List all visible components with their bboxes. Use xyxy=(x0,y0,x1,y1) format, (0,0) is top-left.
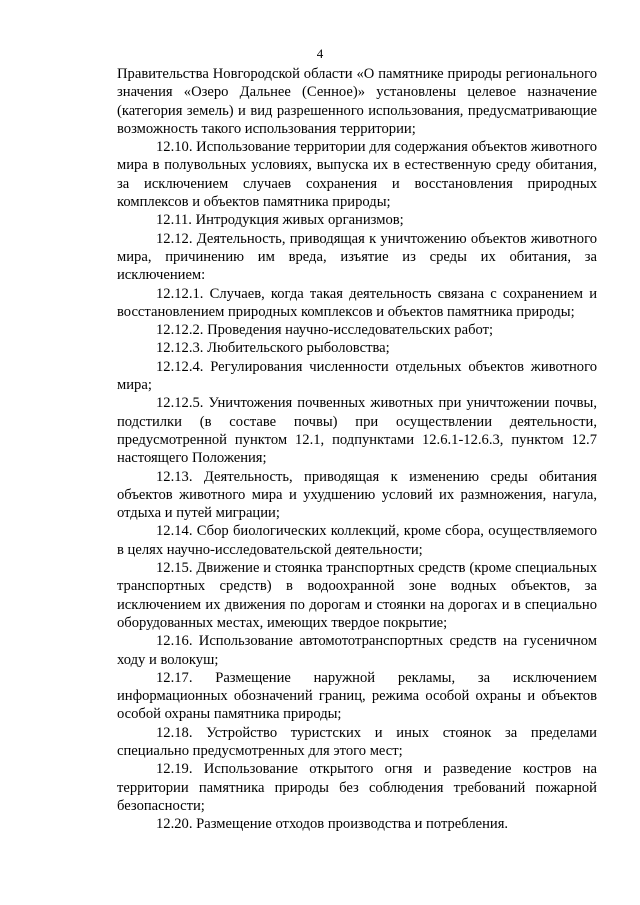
paragraph-item-12-12-2: 12.12.2. Проведения научно-исследовательских работ; xyxy=(156,322,494,339)
page-number: 4 xyxy=(316,46,324,61)
paragraph-item-12-12-5: 12.12.5. Уничтожения почвенных животных при уничтожении почвы, подстилки (в составе почвы) при осуществлении деятельности, предусмотренной пунктом 12.1, подпунктами 12.6.1-12.6.3, пунктом 12.7 настоящего Положения; xyxy=(117,395,597,467)
paragraph-item-12-16: 12.16. Использование автомототранспортных средств на гусеничном ходу и волокуш; xyxy=(117,633,597,668)
paragraph-item-12-12: 12.12. Деятельность, приводящая к уничтожению объектов животного мира, причинению им вреда, изъятие из среды их обитания, за исключением: xyxy=(117,230,597,284)
paragraph-item-12-18: 12.18. Устройство туристских и иных стоянок за пределами специально предусмотренных для этого мест; xyxy=(117,724,597,759)
paragraph-item-12-11: 12.11. Интродукция живых организмов; xyxy=(156,212,404,229)
document-body xyxy=(117,65,597,833)
paragraph-continuation: Правительства Новгородской области «О памятнике природы регионального значения «Озеро Дальнее (Сенное)» установлены целевое назначение (категория земель) и вид разрешенного использования, предусматривающие возможность такого использования территории; xyxy=(117,66,597,137)
paragraph-item-12-19: 12.19. Использование открытого огня и разведение костров на территории памятника природы без соблюдения требований пожарной безопасности; xyxy=(117,761,597,814)
paragraph-item-12-12-3: 12.12.3. Любительского рыболовства; xyxy=(156,340,390,357)
paragraph-item-12-10: 12.10. Использование территории для содержания объектов животного мира в полувольных условиях, выпуска их в естественную среду обитания, за исключением случаев сохранения и восстановления природных комплексов и объектов памятника природы; xyxy=(117,139,597,211)
paragraph-item-12-14: 12.14. Сбор биологических коллекций, кроме сбора, осуществляемого в целях научно-исследовательской деятельности; xyxy=(117,523,597,558)
paragraph-item-12-15: 12.15. Движение и стоянка транспортных средств (кроме специальных транспортных средств) в водоохранной зоне водных объектов, за исключением их движения по дорогам и стоянки на дорогах и в специально оборудованных местах, имеющих твердое покрытие; xyxy=(117,560,597,631)
paragraph-item-12-17: 12.17. Размещение наружной рекламы, за исключением информационных обозначений границ, режима особой охраны и объектов особой охраны памятника природы; xyxy=(117,669,597,723)
paragraph-item-12-12-1: 12.12.1. Случаев, когда такая деятельность связана с сохранением и восстановлением природных комплексов и объектов памятника природы; xyxy=(117,285,597,320)
paragraph-item-12-20: 12.20. Размещение отходов производства и потребления. xyxy=(156,816,509,833)
paragraph-item-12-13: 12.13. Деятельность, приводящая к изменению среды обитания объектов животного мира и ухудшению условий их размножения, нагула, отдыха и путей миграции; xyxy=(117,468,597,522)
paragraph-item-12-12-4: 12.12.4. Регулирования численности отдельных объектов животного мира; xyxy=(117,358,597,394)
